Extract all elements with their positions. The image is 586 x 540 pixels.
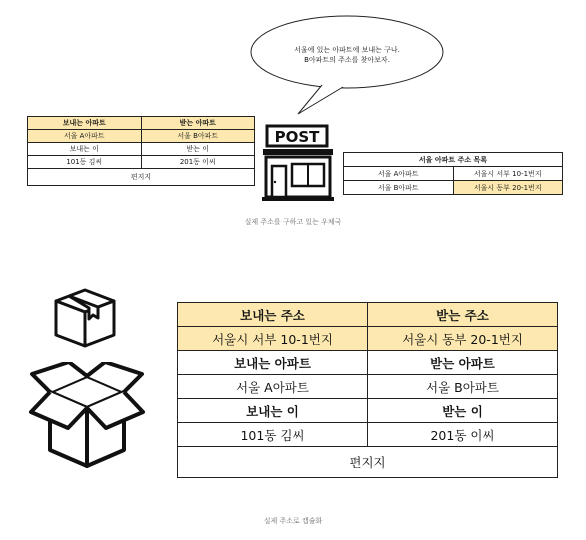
address-book-address: 서울시 서부 10-1번지 [453, 167, 563, 181]
package-sender-person: 101동 김씨 [178, 423, 368, 447]
letter-table [27, 116, 255, 186]
post-office-icon [262, 124, 338, 202]
package-table [177, 302, 558, 478]
address-book-title: 서울 아파트 주소 목록 [344, 153, 563, 167]
caption-top: 실제 주소를 구하고 있는 우체국 [244, 218, 342, 226]
letter-footer: 편지지 [28, 169, 255, 186]
address-book-apt: 서울 A아파트 [344, 167, 454, 181]
letter-receiver-person: 201동 이씨 [141, 156, 255, 169]
package-sender-address-header: 보내는 주소 [178, 303, 368, 327]
package-sender-person-header: 보내는 이 [178, 399, 368, 423]
post-sign-text: POST [274, 128, 320, 146]
speech-line-1: 서울에 있는 아파트에 보내는 구나. [294, 46, 400, 54]
package-receiver-address-header: 받는 주소 [368, 303, 558, 327]
package-sender-apt-header: 보내는 아파트 [178, 351, 368, 375]
letter-sender-apt: 서울 A아파트 [28, 130, 142, 143]
letter-sender-person: 101동 김씨 [28, 156, 142, 169]
letter-sender-apt-header: 보내는 아파트 [28, 117, 142, 130]
closed-box-icon [50, 286, 120, 350]
package-receiver-apt-header: 받는 아파트 [368, 351, 558, 375]
letter-sender-label: 보내는 이 [28, 143, 142, 156]
address-book-address: 서울시 동부 20-1번지 [453, 181, 563, 195]
speech-line-2: B아파트의 주소를 찾아보자. [304, 56, 390, 64]
address-book-apt: 서울 B아파트 [344, 181, 454, 195]
package-receiver-address: 서울시 동부 20-1번지 [368, 327, 558, 351]
package-receiver-person: 201동 이씨 [368, 423, 558, 447]
package-receiver-apt: 서울 B아파트 [368, 375, 558, 399]
package-sender-address: 서울시 서부 10-1번지 [178, 327, 368, 351]
letter-receiver-apt: 서울 B아파트 [141, 130, 255, 143]
letter-receiver-apt-header: 받는 아파트 [141, 117, 255, 130]
caption-bottom: 실제 주소로 캡슐화 [263, 517, 323, 525]
package-sender-apt: 서울 A아파트 [178, 375, 368, 399]
address-book-table [343, 152, 563, 195]
letter-receiver-label: 받는 이 [141, 143, 255, 156]
package-receiver-person-header: 받는 이 [368, 399, 558, 423]
package-footer: 편지지 [178, 447, 558, 478]
open-box-icon [28, 362, 146, 470]
speech-bubble-text [257, 45, 437, 65]
